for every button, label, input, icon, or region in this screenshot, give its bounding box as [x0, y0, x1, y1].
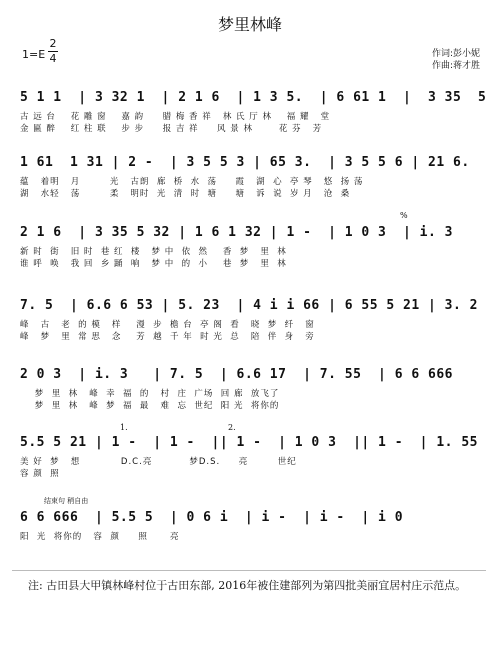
time-signature	[48, 38, 58, 65]
lyricist-credit: 作词:彭小妮	[431, 49, 480, 59]
volta-2-mark: 2.	[228, 423, 236, 432]
row-lyric-1: 阳 光 将你的 容 颜 照 亮	[20, 532, 180, 542]
footnote: 注: 古田县大甲镇林峰村位于古田东部, 2016年被住建部列为第四批美丽宜居村庄示范点。	[28, 579, 467, 592]
volta-1-mark: 1.	[120, 423, 128, 432]
row-lyric-2: 峰 梦 里 常 思 念 芳 越 千 年 时 光 总 陪 伴 身 旁	[20, 332, 315, 342]
time-numerator: 2	[49, 37, 57, 50]
row-notes: 6 6 666 | 5.5 5 | 0 6 i | i - | i - | i 0	[20, 510, 404, 525]
row-lyric-2: 湖 水轻 荡 柔 明时 光 清 时 塘 塘 诉 说 岁 月 沧 桑	[20, 189, 351, 199]
row-notes: 2 0 3 | i. 3 | 7. 5 | 6.6 17 | 7. 55 | 6 6 666	[20, 367, 453, 382]
row-lyric-1: 新 时 街 旧 时 巷 红 楼 梦 中 依 然 香 梦 里 林	[20, 247, 287, 257]
key-signature: 1=E	[22, 48, 46, 61]
row-notes: 5 1 1 | 3 32 1 | 2 1 6 | 1 3 5. | 6 61 1 | 3 35 5	[20, 90, 487, 105]
row-lyric-2: 金 匾 醉 红 柱 联 步 步 报 吉 祥 风 景 林 花 芬 芳	[20, 124, 323, 134]
page-title: 梦里林峰	[217, 15, 282, 34]
row-lyric-1: 梦 里 林 峰 幸 福 的 村 庄 广场 回 廊 放飞了	[20, 389, 280, 399]
row-lyric-2: 谁 呼 唤 我 回 乡 踊 响 梦 中 的 小 巷 梦 里 林	[20, 259, 287, 269]
row-notes: 2 1 6 | 3 35 5 32 | 1 6 1 32 | 1 - | 1 0 3 | i. 3	[20, 225, 453, 240]
ending-tempo-note: 结束句 稍自由	[44, 497, 89, 505]
row-lyric-2: 容 颜 照	[20, 469, 60, 479]
row-lyric-1: 峰 古 老 的 模 样 漫 步 檐 台 亭 阁 看 晓 梦 纤 窗	[20, 320, 315, 330]
segno-mark: %	[400, 211, 408, 220]
row-notes: 1 61 1 31 | 2 - | 3 5 5 3 | 65 3. | 3 5 5 6 | 21 6.	[20, 155, 470, 170]
row-lyric-1: 古 远 台 花 雕 窗 嘉 韵 腊 梅 香 祥 林 氏 厅 林 福 耀 堂	[20, 112, 331, 122]
row-notes: 5.5 5 21 | 1 - | 1 - || 1 - | 1 0 3 || 1 - | 1. 55	[20, 435, 478, 450]
composer-credit: 作曲:蒋才胜	[431, 61, 480, 71]
time-denominator: 4	[49, 52, 57, 65]
row-lyric-2: 梦 里 林 峰 梦 福 最 难 忘 世纪 阳 光 将你的	[20, 401, 280, 411]
row-notes: 7. 5 | 6.6 6 53 | 5. 23 | 4 i i 66 | 6 55 5 21 | 3. 2	[20, 298, 478, 313]
row-lyric-1: 美 好 梦 想 D.C.亮 梦D.S. 亮 世纪	[20, 457, 297, 467]
row-lyric-1: 蕴 着明 月 光 古朗 廊 桥 水 荡 霞 湖 心 亭 琴 悠 扬 荡	[20, 177, 364, 187]
